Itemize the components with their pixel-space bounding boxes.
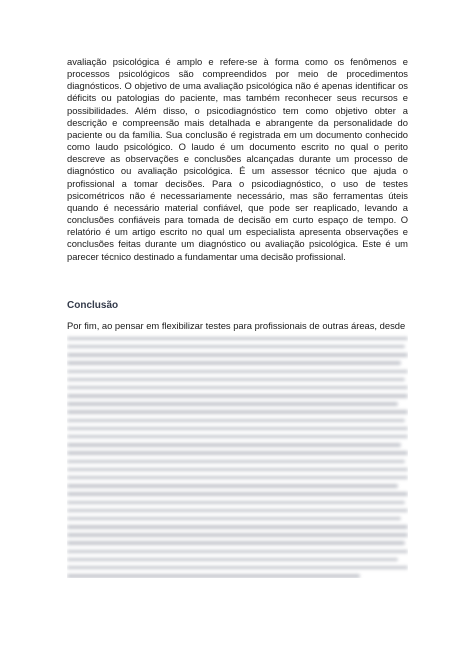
blurred-line (67, 419, 405, 422)
blurred-line (67, 558, 398, 561)
blurred-line (67, 370, 408, 373)
blurred-line (67, 533, 408, 536)
blurred-line (67, 460, 405, 463)
conclusion-heading: Conclusão (67, 300, 119, 311)
blurred-line (67, 525, 408, 528)
blurred-line (67, 337, 408, 340)
blurred-line (67, 451, 408, 454)
conclusion-first-line: Por fim, ao pensar em flexibilizar testes para profissionais de outras áreas, desde (67, 320, 406, 331)
body-paragraph: avaliação psicológica é amplo e refere-se à forma como os fenômenos e processos psicológicos são compreendidos por meio de procedimentos diagnósticos. O objetivo de uma avaliação psicológica não é apenas identificar os déficits ou patologias do paciente, mas também reconhecer seus recursos e possibilidades. Além disso, o psicodiagnóstico tem como objetivo obter a descrição e compreensão mais detalhada e abrangente da personalidade do paciente ou da família. Sua conclusão é registrada em um documento conhecido como laudo psicológico. O laudo é um documento escrito no qual o perito descreve as observações e conclusões alcançadas durante um processo de diagnóstico ou avaliação psicológica. É um assessor técnico que ajuda o profissional a tomar decisões. Para o psicodiagnóstico, o uso de testes psicométricos não é necessariamente necessário, mas são ferramentas úteis quando é necessário material confiável, que pode ser reaplicado, levando a conclusões confiáveis para tomada de decisão em curto espaço de tempo. O relatório é um artigo escrito no qual um especialista apresenta observações e conclusões feitas durante um diagnóstico ou avaliação psicológica. Este é um parecer técnico destinado a fundamentar uma decisão profissional. (67, 56, 408, 262)
blurred-line (67, 443, 401, 446)
blurred-line (67, 410, 408, 413)
blurred-line (67, 386, 408, 389)
blurred-line (67, 427, 408, 430)
blurred-line (67, 501, 405, 504)
blurred-line (67, 566, 408, 569)
blurred-line (67, 435, 408, 438)
blurred-line (67, 541, 405, 544)
blurred-preview-text (67, 332, 408, 578)
blurred-line (67, 361, 401, 364)
blurred-line (67, 353, 408, 356)
blurred-line (67, 394, 408, 397)
blurred-line (67, 574, 360, 577)
blurred-line (67, 378, 405, 381)
blurred-line (67, 517, 401, 520)
blurred-line (67, 550, 408, 553)
blurred-line (67, 492, 408, 495)
blurred-line (67, 402, 398, 405)
blurred-line (67, 484, 398, 487)
blurred-line (67, 345, 405, 348)
blurred-line (67, 468, 408, 471)
blurred-line (67, 476, 408, 479)
blurred-line (67, 509, 408, 512)
